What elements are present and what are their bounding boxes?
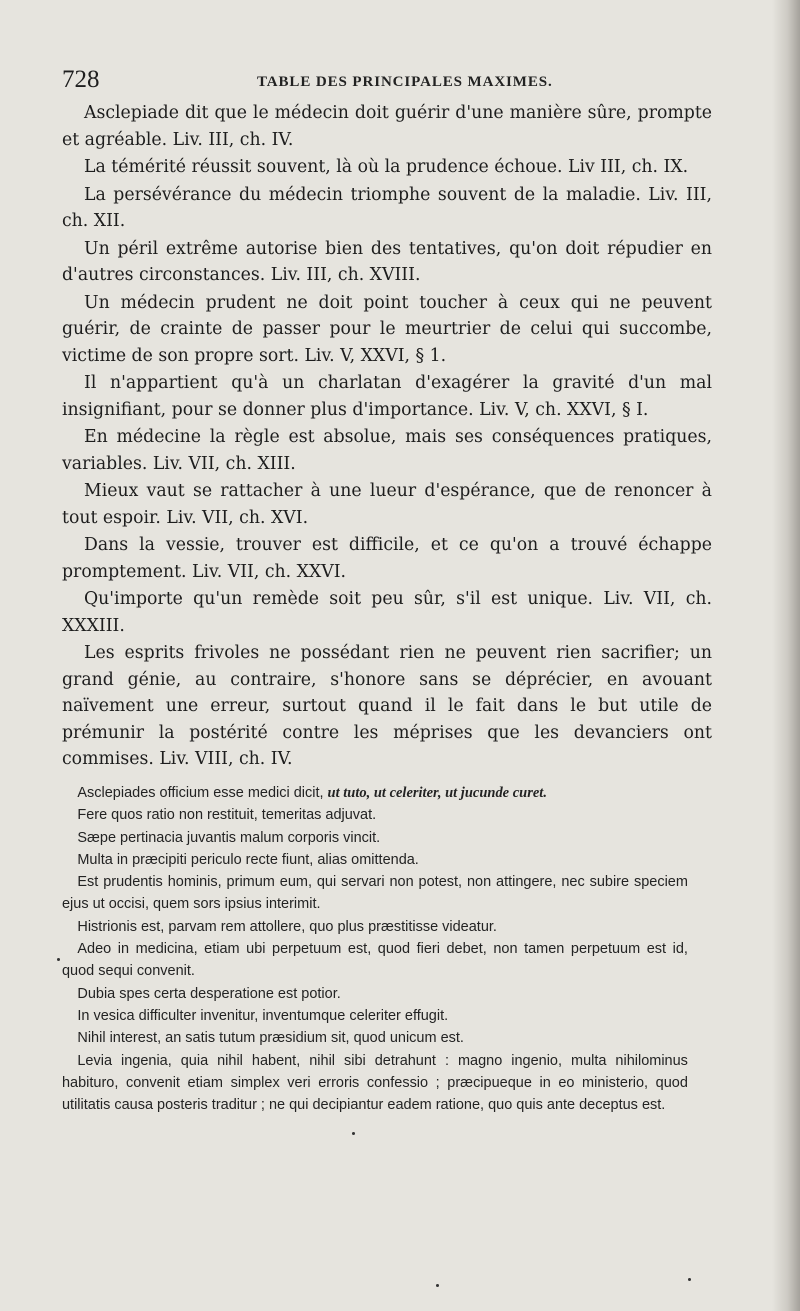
page-header — [62, 66, 728, 96]
page-edge-shadow — [772, 0, 800, 1311]
latin-maxim-italic: ut tuto, ut celeriter, ut jucunde curet. — [327, 785, 547, 801]
running-title: TABLE DES PRINCIPALES MAXIMES. — [257, 74, 553, 90]
latin-maxim: Sæpe pertinacia juvantis malum corporis vincit. — [77, 828, 381, 846]
ink-speck — [688, 1278, 691, 1281]
french-maxim: Un péril extrême autorise bien des tentatives, qu'on doit répudier en d'autres circonstances. Liv. III, ch. XVIII. — [62, 238, 712, 285]
latin-maxims-section — [62, 782, 688, 1116]
latin-maxim: Est prudentis hominis, primum eum, qui servari non potest, non attingere, nec subire speciem ejus ut occisi, quem sors ipsius interimit. — [62, 873, 688, 913]
page-number: 728 — [62, 66, 100, 93]
latin-maxim — [62, 782, 688, 804]
french-maxim: Qu'importe qu'un remède soit peu sûr, s'il est unique. Liv. VII, ch. XXXIII. — [62, 589, 712, 636]
latin-maxim-plain: Asclepiades officium esse medici dicit, — [77, 784, 328, 801]
ink-speck — [436, 1284, 439, 1287]
ink-speck — [352, 1132, 355, 1135]
french-maxim: Un médecin prudent ne doit point toucher à ceux qui ne peuvent guérir, de crainte de passer pour le meurtrier de celui qui succombe, victime de son propre sort. Liv. V, XXVI, § 1. — [62, 292, 712, 366]
latin-maxim: Dubia spes certa desperatione est potior. — [77, 984, 341, 1002]
french-maxim: Il n'appartient qu'à un charlatan d'exagérer la gravité d'un mal insignifiant, pour se donner plus d'importance. Liv. V, ch. XXVI, § I. — [62, 373, 712, 420]
latin-maxim: Adeo in medicina, etiam ubi perpetuum est, quod fieri debet, non tamen perpetuum est id, quod sequi convenit. — [62, 940, 688, 980]
ink-speck — [57, 958, 60, 961]
latin-maxim: In vesica difficulter invenitur, inventumque celeriter effugit. — [77, 1006, 449, 1024]
french-maxim: La témérité réussit souvent, là où la prudence échoue. Liv III, ch. IX. — [84, 157, 689, 177]
french-maxim: Asclepiade dit que le médecin doit guérir d'une manière sûre, prompte et agréable. Liv. III, ch. IV. — [62, 103, 712, 150]
latin-maxim: Fere quos ratio non restituit, temeritas adjuvat. — [77, 806, 377, 824]
french-maxims-section — [62, 100, 712, 774]
latin-maxim: Multa in præcipiti periculo recte fiunt, alias omittenda. — [77, 850, 419, 868]
french-maxim: Mieux vaut se rattacher à une lueur d'espérance, que de renoncer à tout espoir. Liv. VII, ch. XVI. — [62, 481, 712, 528]
french-maxim: La persévérance du médecin triomphe souvent de la maladie. Liv. III, ch. XII. — [62, 184, 712, 231]
latin-maxim: Histrionis est, parvam rem attollere, quo plus præstitisse videatur. — [77, 917, 497, 935]
french-maxim: Dans la vessie, trouver est difficile, et ce qu'on a trouvé échappe promptement. Liv. VII, ch. XXVI. — [62, 535, 712, 582]
french-maxim: En médecine la règle est absolue, mais ses conséquences pratiques, variables. Liv. VII, ch. XIII. — [62, 427, 712, 474]
french-maxim: Les esprits frivoles ne possédant rien ne peuvent rien sacrifier; un grand génie, au contraire, s'honore sans se déprécier, en avouant naïvement une erreur, surtout quand il le fait dans le but utile de prémunir la postérité contre les méprises que les devanciers ont commises. Liv. VIII, ch. IV. — [62, 643, 712, 769]
latin-maxim: Levia ingenia, quia nihil habent, nihil sibi detrahunt : magno ingenio, multa nihilominus habituro, convenit etiam simplex veri erroris confessio ; præcipueque in eo ministerio, quod utilitatis causa posteris traditur ; ne qui decipiantur eadem ratione, quo quis ante deceptus est. — [62, 1051, 688, 1114]
latin-maxim: Nihil interest, an satis tutum præsidium sit, quod unicum est. — [77, 1029, 464, 1047]
